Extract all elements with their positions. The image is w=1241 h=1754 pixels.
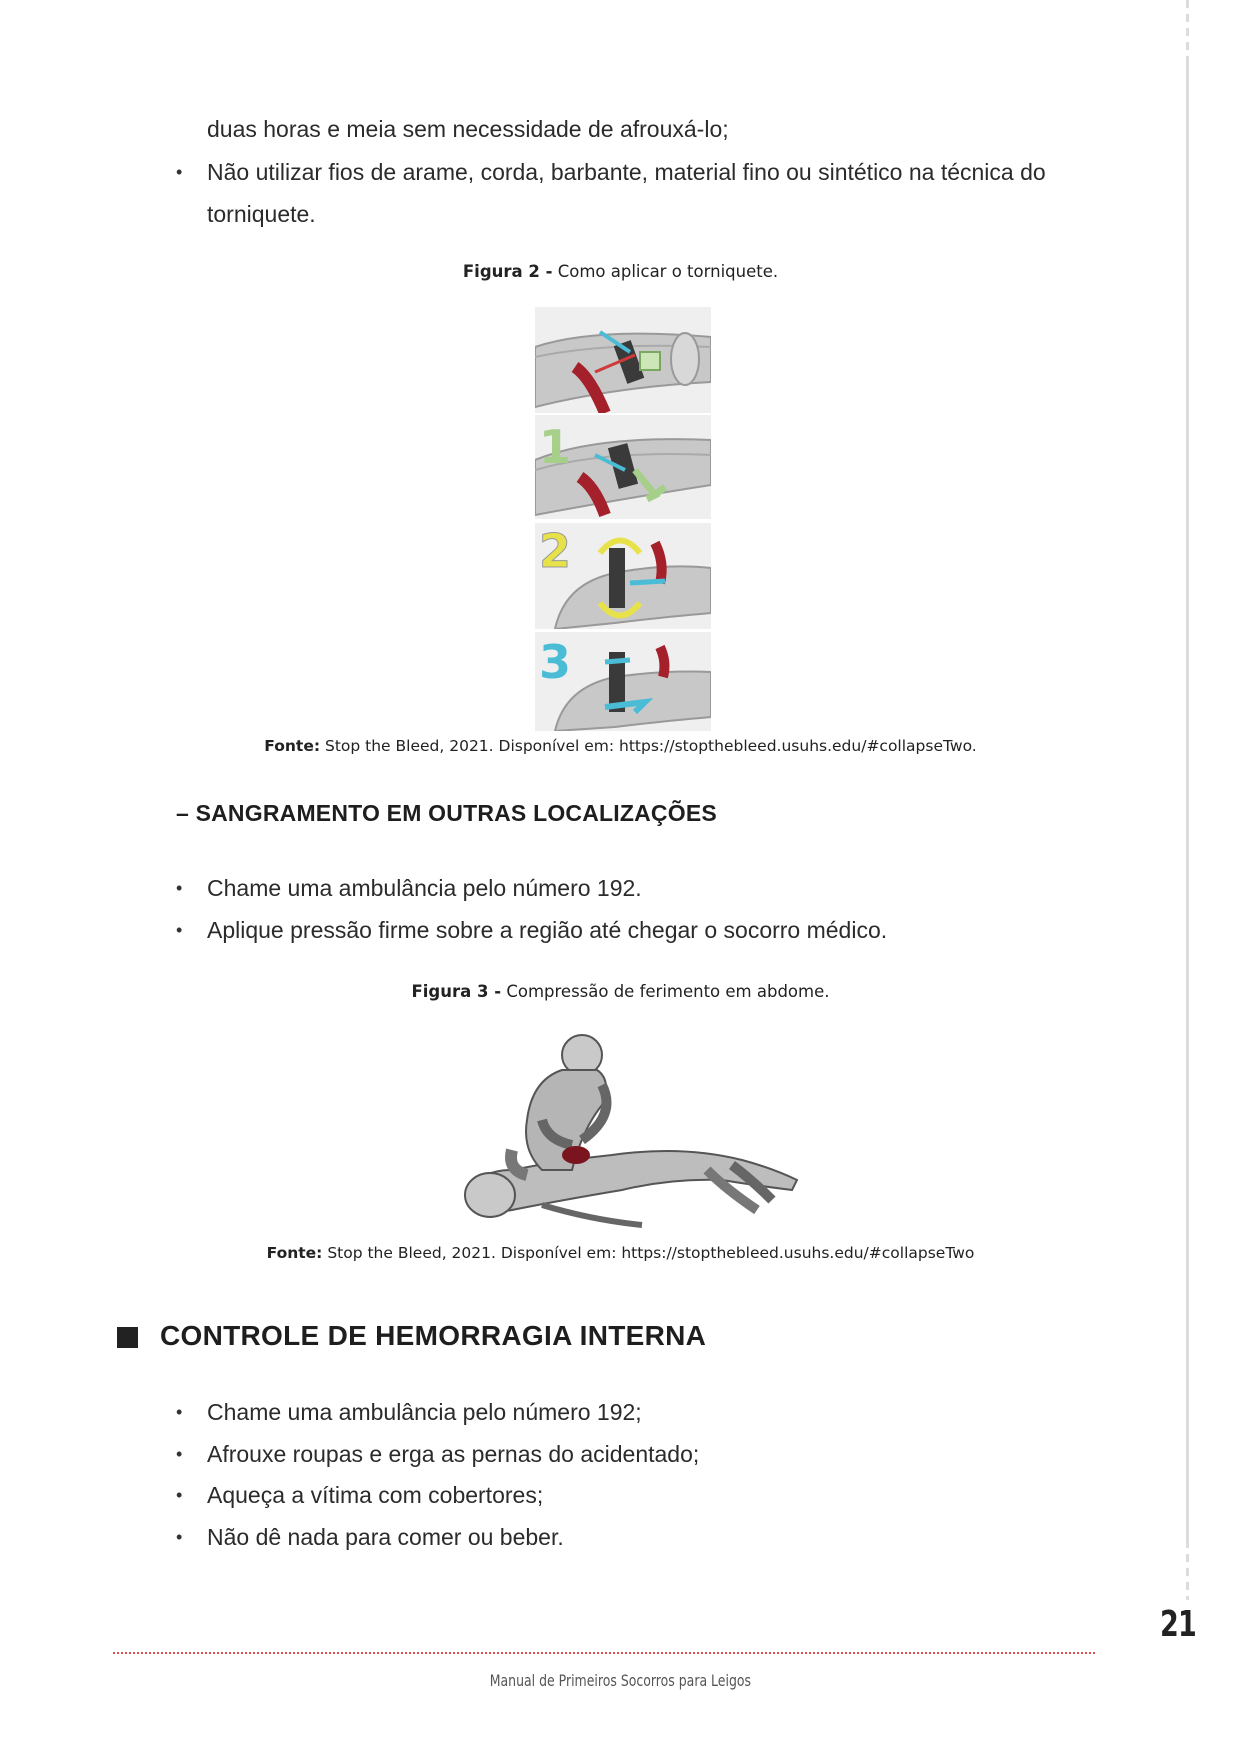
list-item-text-cont: torniquete. (207, 201, 316, 227)
figure2-source-text: Stop the Bleed, 2021. Disponível em: https://stopthebleed.usuhs.edu/#collapseTwo. (324, 737, 977, 755)
figure3-label: Figura 3 - (411, 982, 502, 1001)
bullet-dot: • (176, 1485, 183, 1505)
figure3-caption (0, 982, 1241, 1001)
bullet-dot: • (176, 162, 183, 182)
svg-text:3: 3 (539, 635, 572, 689)
list-item (176, 1474, 1156, 1516)
page-number: 21 (1160, 1604, 1197, 1645)
bullet-dot: • (176, 1402, 183, 1422)
tourniquet-panel-2 (535, 523, 711, 629)
figure2-caption (0, 262, 1241, 281)
list-item-text: Chame uma ambulância pelo número 192. (207, 875, 642, 901)
list-item-text: Aqueça a vítima com cobertores; (207, 1482, 544, 1508)
tourniquet-panel-3 (535, 632, 711, 731)
footer-rule (113, 1652, 1095, 1654)
tourniquet-panel-1 (535, 415, 711, 519)
list-item-text: Afrouxe roupas e erga as pernas do acidentado; (207, 1441, 700, 1467)
svg-text:1: 1 (539, 420, 572, 474)
figure3-source-text: Stop the Bleed, 2021. Disponível em: https://stopthebleed.usuhs.edu/#collapseTwo (327, 1244, 975, 1262)
figure3-source (0, 1244, 1241, 1262)
list-item-text: Chame uma ambulância pelo número 192; (207, 1399, 642, 1425)
list-item (176, 1516, 1156, 1558)
figure3-source-label: Fonte: (266, 1244, 323, 1262)
section-marker-icon (117, 1327, 138, 1348)
figure2-caption-text: Como aplicar o torniquete. (557, 262, 779, 281)
list-item (176, 1391, 1156, 1433)
tourniquet-panel-0 (535, 307, 711, 413)
bullet-dot: • (176, 878, 183, 898)
bullet-dot: • (176, 1527, 183, 1547)
section-title: CONTROLE DE HEMORRAGIA INTERNA (160, 1320, 707, 1351)
subsection-title: – SANGRAMENTO EM OUTRAS LOCALIZAÇÕES (176, 800, 717, 826)
figure3-illustration (452, 1030, 807, 1230)
list-item-text: Não utilizar fios de arame, corda, barbante, material fino ou sintético na técnica do (207, 159, 1046, 185)
margin-rule-dashes (1186, 0, 1189, 60)
footer-title: Manual de Primeiros Socorros para Leigos (489, 1671, 752, 1690)
figure2-label: Figura 2 - (462, 262, 553, 281)
list-item (176, 867, 1156, 909)
svg-text:2: 2 (539, 524, 572, 578)
figure3-caption-text: Compressão de ferimento em abdome. (506, 982, 830, 1001)
list-item (176, 909, 1156, 951)
continuation-line: duas horas e meia sem necessidade de afrouxá-lo; (207, 116, 729, 142)
margin-rule (1186, 0, 1189, 1580)
list-item (176, 1433, 1156, 1475)
list-item-text: Não dê nada para comer ou beber. (207, 1524, 564, 1550)
list-item (176, 151, 1156, 235)
list-item-text: Aplique pressão firme sobre a região até chegar o socorro médico. (207, 917, 888, 943)
bullet-dot: • (176, 1444, 183, 1464)
figure2-source (0, 737, 1241, 755)
margin-rule-dashes-bottom (1186, 1540, 1189, 1600)
bullet-dot: • (176, 920, 183, 940)
figure2-source-label: Fonte: (264, 737, 321, 755)
